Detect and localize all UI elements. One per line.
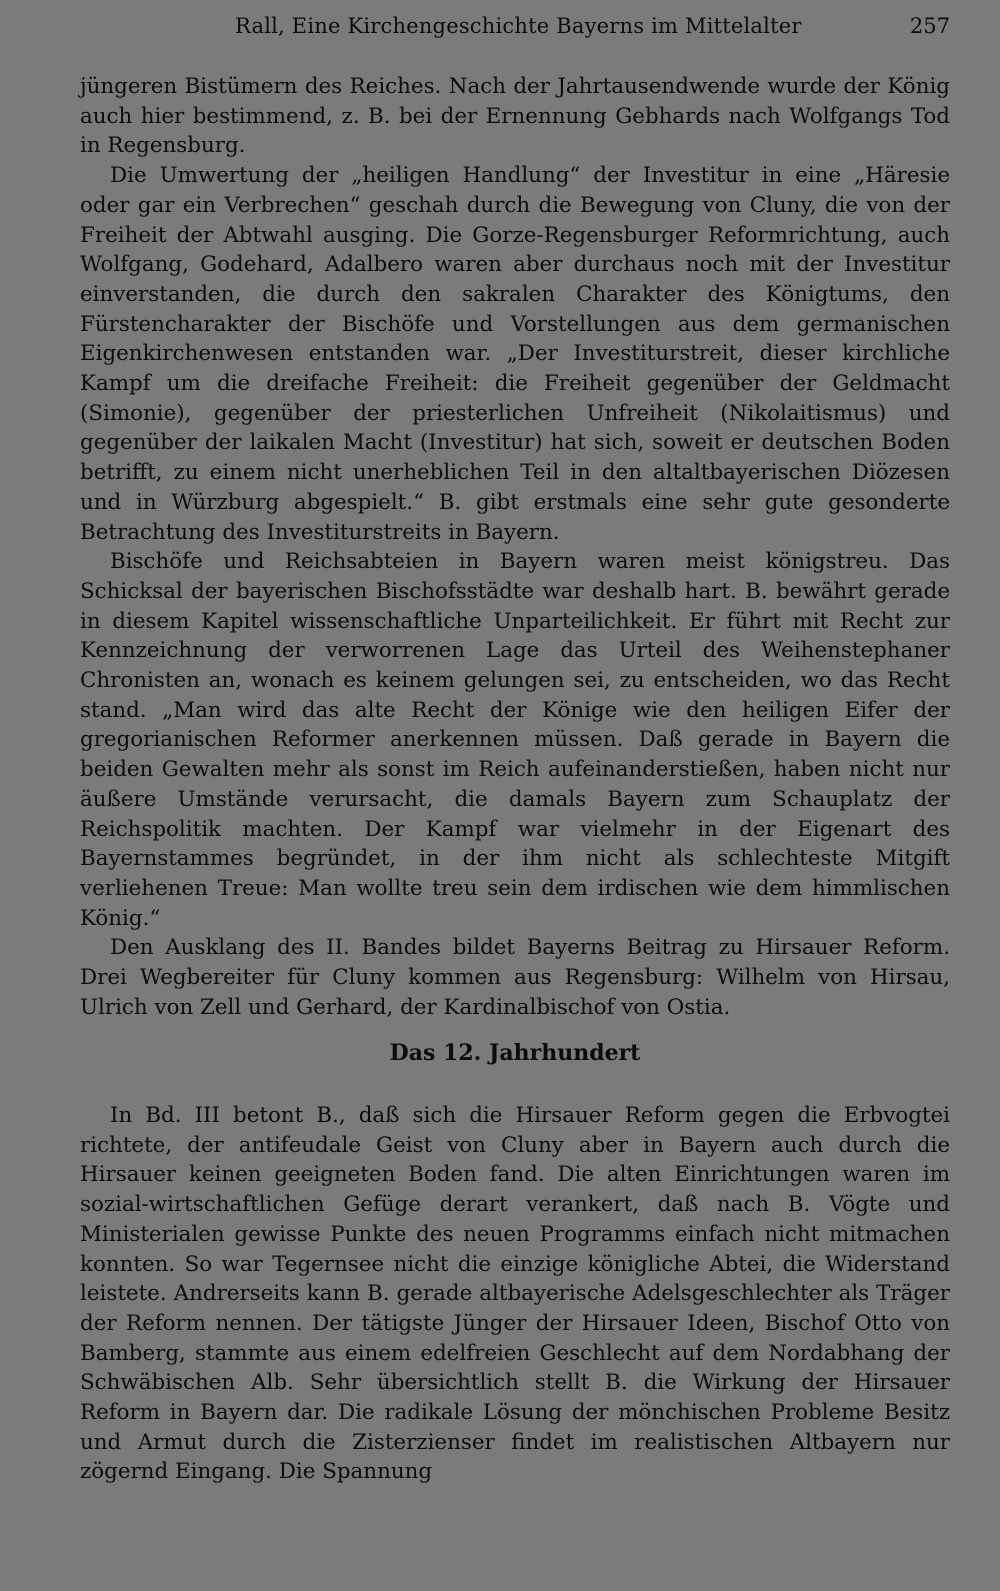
page-header bbox=[80, 14, 950, 48]
paragraph-3: Bischöfe und Reichsabteien in Bayern waren meist königstreu. Das Schicksal der bayerischen Bischofsstädte war deshalb hart. B. bewährt gerade in diesem Kapitel wissenschaftliche Unparteilichkeit. Er führt mit Recht zur Kennzeichnung der verworrenen Lage das Urteil des Weihenstephaner Chronisten an, wonach es keinem gelungen sei, zu entscheiden, wo das Recht stand. „Man wird das alte Recht der Könige wie den heiligen Eifer der gregorianischen Reformer anerkennen müssen. Daß gerade in Bayern die beiden Gewalten mehr als sonst im Reich aufeinanderstießen, haben nicht nur äußere Umstände verursacht, die damals Bayern zum Schauplatz der Reichspolitik machten. Der Kampf war vielmehr in der Eigenart des Bayernstammes begründet, in der ihm nicht als schlechteste Mitgift verliehenen Treue: Man wollte treu sein dem irdischen wie dem himmlischen König.“ bbox=[80, 549, 950, 931]
section-heading: Das 12. Jahrhundert bbox=[389, 1040, 641, 1066]
running-head: Rall, Eine Kirchengeschichte Bayerns im Mittelalter bbox=[235, 14, 802, 38]
body-text-section-2 bbox=[80, 1101, 950, 1487]
paragraph-2: Die Umwertung der „heiligen Handlung“ der Investitur in eine „Häresie oder gar ein Verbrechen“ geschah durch die Bewegung von Cluny, die von der Freiheit der Abtwahl ausging. Die Gorze-Regensburger Reformrichtung, auch Wolfgang, Godehard, Adalbero waren aber durchaus noch mit der Investitur einverstanden, die durch den sakralen Charakter des Königtums, den Fürstencharakter der Bischöfe und Vorstellungen aus dem germanischen Eigenkirchenwesen entstanden war. „Der Investiturstreit, dieser kirchliche Kampf um die dreifache Freiheit: die Freiheit gegenüber der Geldmacht (Simonie), gegenüber der priesterlichen Unfreiheit (Nikolaitismus) und gegenüber der laikalen Macht (Investitur) hat sich, soweit er deutschen Boden betrifft, zu einem nicht unerheblichen Teil in den altaltbayerischen Diözesen und in Würzburg abgespielt.“ B. gibt erstmals eine sehr gute gesonderte Betrachtung des Investiturstreits in Bayern. bbox=[80, 163, 950, 545]
paragraph-1: jüngeren Bistümern des Reiches. Nach der Jahrtausendwende wurde der König auch hier bestimmend, z. B. bei der Ernennung Gebhards nach Wolfgangs Tod in Regensburg. bbox=[80, 74, 950, 159]
page-number: 257 bbox=[909, 14, 950, 38]
paragraph-5: In Bd. III betont B., daß sich die Hirsauer Reform gegen die Erbvogtei richtete, der antifeudale Geist von Cluny aber in Bayern auch durch die Hirsauer keinen geeigneten Boden fand. Die alten Einrichtungen waren im sozial-wirtschaftlichen Gefüge derart verankert, daß nach B. Vögte und Ministerialen gewisse Punkte des neuen Programms einfach nicht mitmachen konnten. So war Tegernsee nicht die einzige königliche Abtei, die Widerstand leistete. Andrerseits kann B. gerade altbayerische Adelsgeschlechter als Träger der Reform nennen. Der tätigste Jünger der Hirsauer Ideen, Bischof Otto von Bamberg, stammte aus einem edelfreien Geschlecht auf dem Nordabhang der Schwäbischen Alb. Sehr übersichtlich stellt B. die Wirkung der Hirsauer Reform in Bayern dar. Die radikale Lösung der mönchischen Probleme Besitz und Armut durch die Zisterzienser findet im realistischen Altbayern nur zögernd Eingang. Die Spannung bbox=[80, 1103, 950, 1485]
paragraph-4: Den Ausklang des II. Bandes bildet Bayerns Beitrag zu Hirsauer Reform. Drei Wegbereiter für Cluny kommen aus Regensburg: Wilhelm von Hirsau, Ulrich von Zell und Gerhard, der Kardinalbischof von Ostia. bbox=[80, 935, 950, 1020]
body-text-section-1 bbox=[80, 72, 950, 1023]
